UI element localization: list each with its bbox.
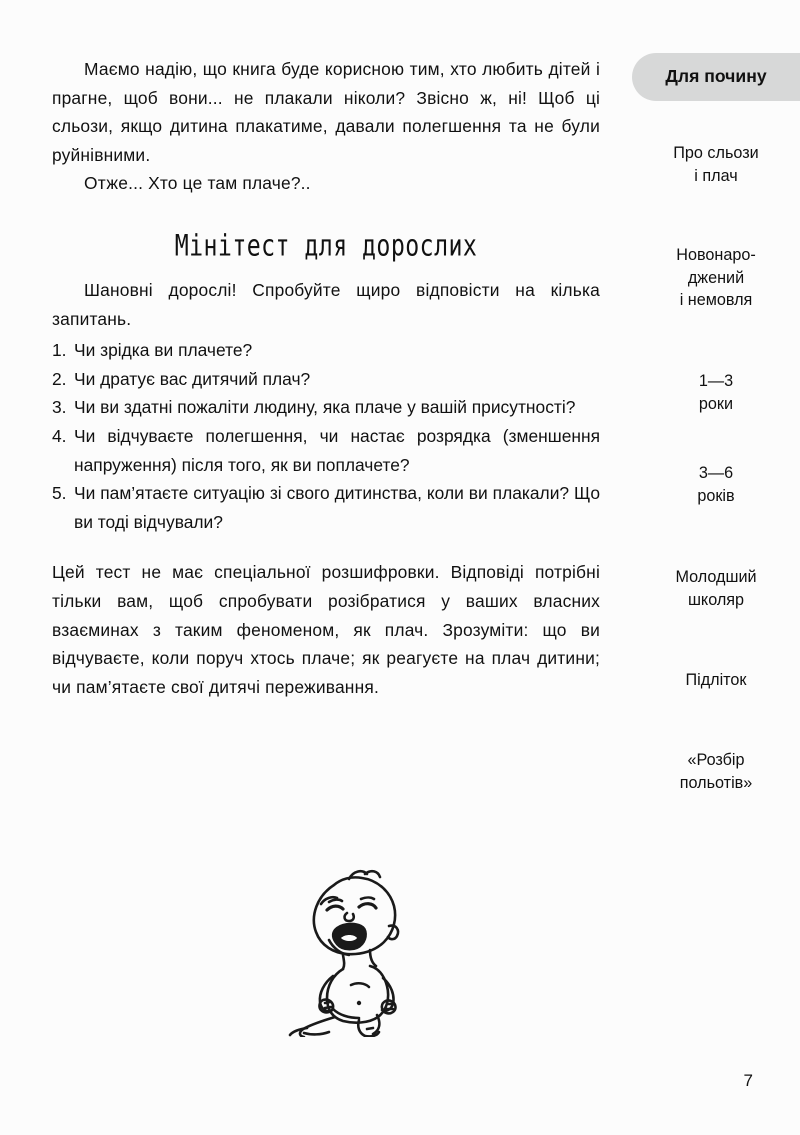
tab-dlya-pochynu[interactable] [632, 53, 800, 101]
list-item-text: Чи зрідка ви плачете? [74, 340, 253, 361]
question-list [52, 336, 600, 536]
intro-paragraph: Маємо надію, що книга буде корисною тим, хто любить дітей і прагне, щоб вони... не плакали ніколи? Звісно ж, ні! Щоб ці сльози, якщо дитина плакатиме, давали полегшення та не були руйнівними. [52, 59, 600, 165]
tab-pidlitok[interactable] [632, 669, 800, 692]
tab-label: «Розбір польотів» [679, 751, 753, 792]
list-item [52, 479, 600, 536]
list-item [52, 336, 600, 365]
tab-label: Для почину [665, 66, 767, 86]
tab-label: 3—6 років [697, 464, 735, 505]
intro-paragraph-2: Отже... Хто це там плаче?.. [84, 173, 311, 194]
crying-baby-illustration [277, 852, 447, 1037]
list-item-number: 1. [52, 340, 67, 361]
lead-paragraph: Шановні дорослі! Спробуйте щиро відповісти на кілька запитань. [52, 279, 600, 329]
tab-label: Підліток [685, 671, 747, 689]
paragraph-spacer [52, 536, 600, 558]
tab-novonarodzhenyi-i-nemovlya[interactable] [632, 244, 800, 312]
tab-label: Молодший школяр [675, 568, 757, 609]
list-item [52, 365, 600, 394]
tab-label: Про сльози і плач [673, 144, 759, 185]
list-item-number: 2. [52, 368, 67, 389]
list-item-number: 5. [52, 483, 67, 504]
tab-rozbir-polotiv[interactable] [632, 749, 800, 794]
list-item-text: Чи ви здатні пожаліти людину, яка плаче у вашій присутності? [74, 397, 576, 418]
list-item-number: 4. [52, 425, 67, 446]
list-item [52, 393, 600, 422]
section-title: Мінітест для дорослих [174, 229, 478, 264]
list-item-number: 3. [52, 397, 67, 418]
tab-3-6-rokiv[interactable] [632, 462, 800, 507]
tab-label: 1—3 роки [698, 372, 734, 413]
list-item-text: Чи пам’ятаєте ситуацію зі свого дитинства, коли ви плакали? Що ви тоді відчували? [74, 483, 600, 532]
tab-1-3-roky[interactable] [632, 370, 800, 415]
page-number: 7 [743, 1071, 753, 1090]
list-item [52, 422, 600, 479]
chapter-tab-index [632, 0, 800, 1135]
tab-pro-slozy-i-plach[interactable] [632, 142, 800, 187]
closing-paragraph: Цей тест не має спеціальної розшифровки. Відповіді потрібні тільки вам, щоб спробувати розібратися у ваших власних взаєминах з таким феноменом, як плач. Зрозуміти: що ви відчуваєте, коли поруч хтось плаче; як реагуєте на плач дитини; чи пам’ятаєте свої дитячі переживання. [52, 562, 600, 697]
list-item-text: Чи відчуваєте полегшення, чи настає розрядка (зменшення напруження) після того, як ви поплачете? [74, 425, 600, 475]
tab-molodshyi-shkolyar[interactable] [632, 566, 800, 611]
list-item-text: Чи дратує вас дитячий плач? [74, 368, 311, 389]
tab-label: Новонаро- джений і немовля [676, 246, 756, 309]
main-text-column [52, 55, 600, 701]
